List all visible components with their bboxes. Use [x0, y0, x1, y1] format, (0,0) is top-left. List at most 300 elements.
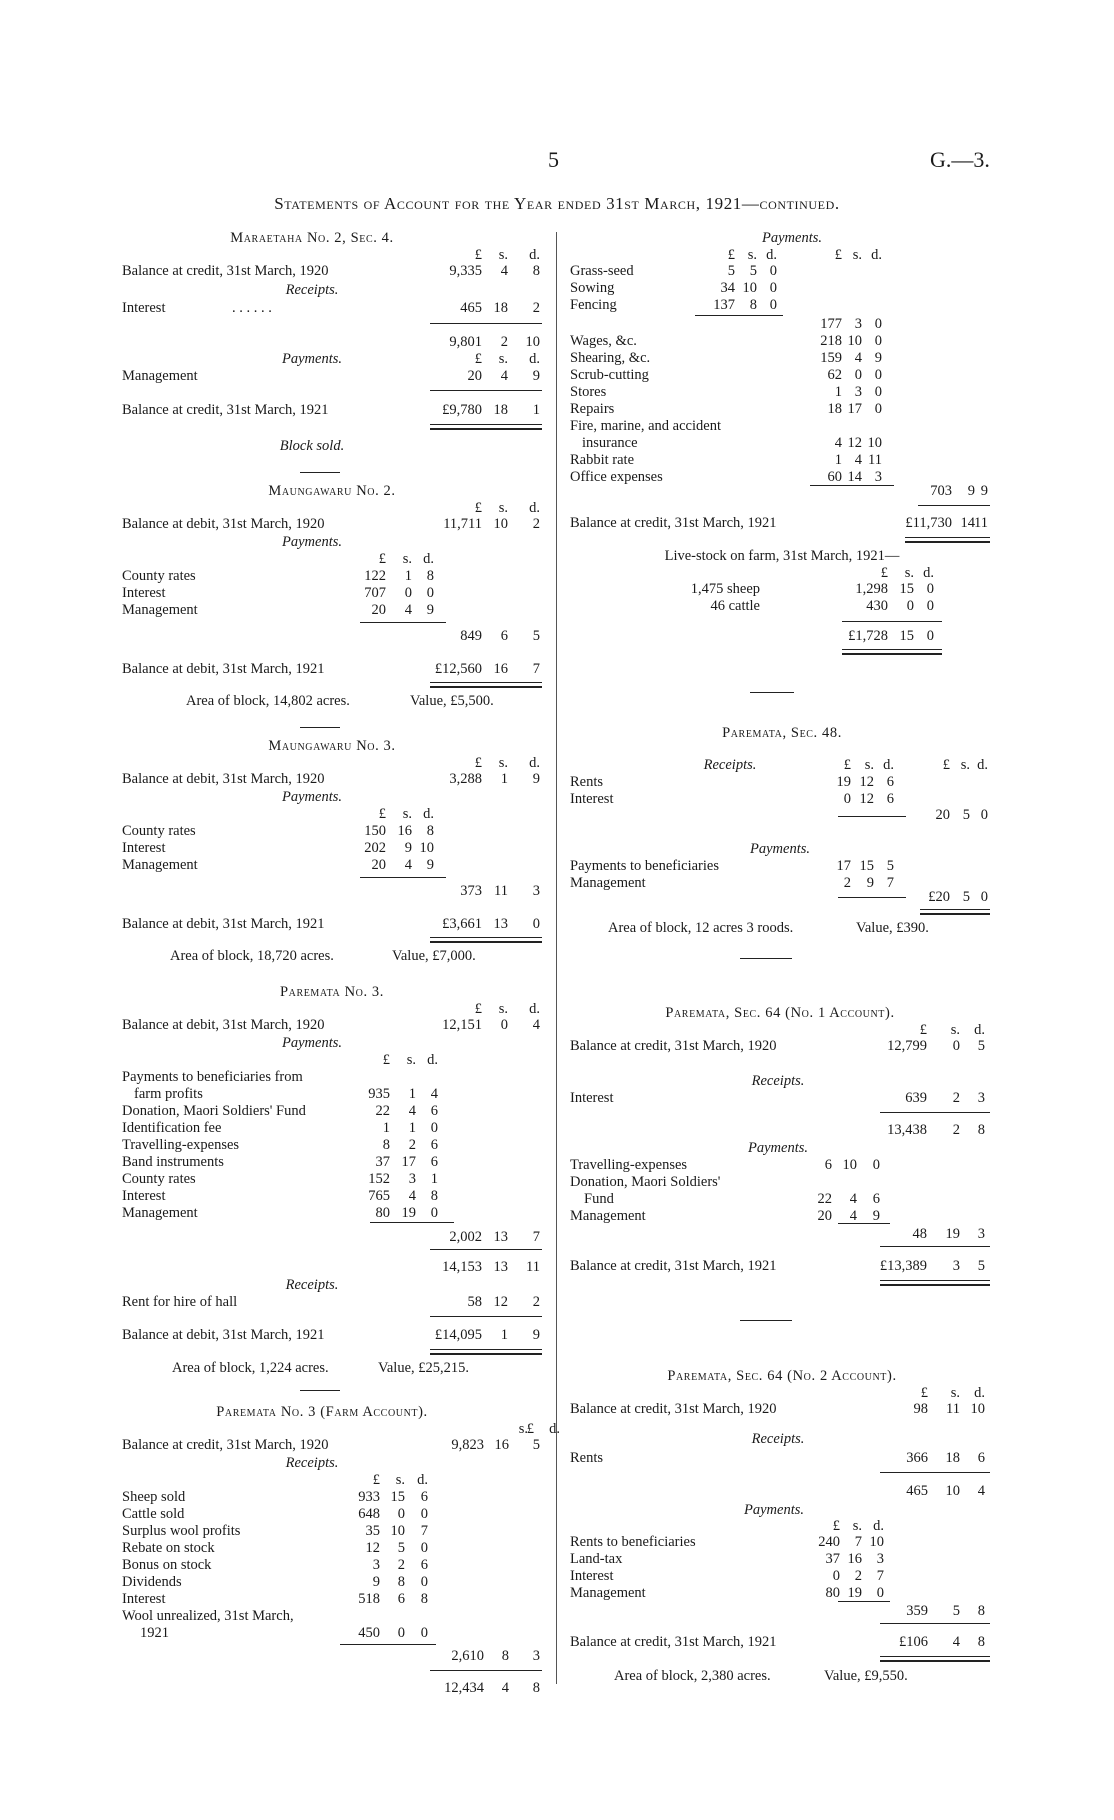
pence-header: d.	[417, 1472, 428, 1488]
row-amount-shillings: 2	[397, 1557, 405, 1573]
subtotal-pence: 4	[977, 1483, 985, 1499]
row-amount-shillings: 16	[847, 1551, 862, 1567]
subtotal-pounds: 465	[906, 1483, 928, 1499]
subtotal-shillings: 2	[952, 1122, 960, 1138]
subtotal-shillings: 4	[501, 1680, 509, 1696]
row-amount-pounds: 707	[364, 585, 386, 601]
double-rule	[430, 424, 542, 430]
receipts-heading: Receipts.	[285, 1277, 339, 1293]
rule	[340, 1644, 436, 1645]
rule	[300, 1390, 340, 1391]
pence-header: d.	[873, 1518, 884, 1534]
opening-balance-shillings: 0	[952, 1038, 960, 1054]
row-label: Travelling-expenses	[122, 1137, 240, 1153]
opening-balance-pounds: 11,711	[443, 516, 482, 532]
page-title: Statements of Account for the Year ended 31st March, 1921—continued.	[274, 194, 840, 213]
label: Interest	[570, 1090, 614, 1106]
pence-header: d.	[427, 1052, 438, 1068]
rule	[740, 1320, 792, 1321]
row-label: Interest	[570, 791, 614, 807]
row-amount-pounds: 6	[824, 1157, 832, 1173]
opening-balance-shillings: 11	[946, 1401, 960, 1417]
row-amount-shillings: 3	[408, 1171, 416, 1187]
row-amount-shillings: 0	[404, 585, 412, 601]
shilling-header: s.	[852, 247, 862, 263]
closing-balance-pounds: £12,560	[434, 661, 482, 677]
label: Interest	[122, 300, 166, 316]
row-amount-shillings: 8	[397, 1574, 405, 1590]
row-amount-pounds: 1	[834, 452, 842, 468]
row-amount-shillings: 9	[404, 840, 412, 856]
row-amount-pounds: 150	[364, 823, 386, 839]
row-label: farm profits	[134, 1086, 203, 1102]
row-amount-pounds: 240	[818, 1534, 840, 1550]
rule	[838, 1601, 890, 1602]
subtotal-shillings: 10	[945, 1483, 960, 1499]
rule	[880, 1112, 990, 1113]
row-amount-shillings: 12	[859, 774, 874, 790]
rule	[918, 505, 990, 506]
total-shillings: 9	[967, 483, 975, 499]
row-amount-pence: 8	[420, 1591, 428, 1607]
row-amount-shillings: 0	[854, 367, 862, 383]
livestock-amount-shillings: 0	[906, 598, 914, 614]
double-rule	[430, 937, 542, 943]
pound-header: £	[526, 1421, 534, 1437]
payments-heading: Payments.	[762, 230, 822, 246]
pence-header: d.	[974, 1385, 985, 1401]
row-amount-pounds: 37	[375, 1154, 390, 1170]
closing-balance-shillings: 1	[500, 1327, 508, 1343]
row-label: Shearing, &c.	[570, 350, 651, 366]
pound-header: £	[372, 1472, 380, 1488]
row-label: Management	[570, 1208, 646, 1224]
row-amount-shillings: 4	[854, 452, 862, 468]
value-note: Value, £9,550.	[824, 1668, 908, 1684]
closing-balance-pence: 7	[532, 661, 540, 677]
row-amount-pence: 9	[872, 1208, 880, 1224]
row-amount-pounds: 20	[371, 602, 386, 618]
subtotal-pounds: 13,438	[887, 1122, 927, 1138]
row-label: 1921	[140, 1625, 169, 1641]
payments-heading: Payments.	[744, 1502, 804, 1518]
label: Balance at debit, 31st March, 1920	[122, 1017, 325, 1033]
row-amount-pounds: 62	[827, 367, 842, 383]
shilling-header: s.	[747, 247, 757, 263]
row-amount-shillings: 9	[866, 875, 874, 891]
payments-heading: Payments.	[750, 841, 810, 857]
shilling-header: s.	[518, 1421, 528, 1437]
row-amount-pence: 0	[420, 1574, 428, 1590]
row-label: Dividends	[122, 1574, 182, 1590]
double-rule	[880, 1280, 990, 1286]
row-label: Fencing	[570, 297, 617, 313]
livestock-label: 1,475 sheep	[690, 581, 760, 597]
row-label: Surplus wool profits	[122, 1523, 241, 1539]
shilling-header: s.	[406, 1052, 416, 1068]
closing-balance-pounds: £11,730	[905, 515, 952, 531]
row-amount-pounds: 22	[817, 1191, 832, 1207]
row-amount-pounds: 1	[382, 1120, 390, 1136]
management-amount-pounds: 20	[467, 368, 482, 384]
row-amount-pounds: 22	[375, 1103, 390, 1119]
row-amount-shillings: 8	[749, 297, 757, 313]
label: Rent for hire of hall	[122, 1294, 238, 1310]
row-amount-pence: 10	[419, 840, 434, 856]
rule	[740, 958, 792, 959]
double-rule	[430, 1349, 542, 1355]
total-pounds: 2,610	[451, 1648, 484, 1664]
row-amount-shillings: 2	[854, 1568, 862, 1584]
opening-balance-pence: 4	[532, 1017, 540, 1033]
value-note: Value, £7,000.	[392, 948, 476, 964]
receipts-heading: Receipts.	[751, 1431, 805, 1447]
row-amount-shillings: 1	[404, 568, 412, 584]
row-label: Donation, Maori Soldiers'	[570, 1174, 721, 1190]
pound-header: £	[474, 755, 482, 771]
pence-header: d.	[883, 757, 894, 773]
total-shillings: 8	[501, 1648, 509, 1664]
closing-balance-shillings: 18	[493, 402, 508, 418]
row-label: Scrub-cutting	[570, 367, 649, 383]
rule	[430, 1316, 542, 1317]
subtotal-pence: 8	[977, 1122, 985, 1138]
rule	[838, 1223, 890, 1224]
closing-balance-pounds: £3,661	[442, 916, 482, 932]
subtotal-pounds: 14,153	[442, 1259, 482, 1275]
opening-balance-shillings: 10	[493, 516, 508, 532]
label: Balance at credit, 31st March, 1921	[122, 402, 329, 418]
rule	[300, 472, 340, 473]
rule	[842, 621, 942, 622]
receipts-heading: Receipts.	[703, 757, 757, 773]
label: Management	[122, 368, 198, 384]
pence-header: d.	[923, 565, 934, 581]
row-amount-shillings: 16	[397, 823, 412, 839]
row-label: Cattle sold	[122, 1506, 185, 1522]
total-pence: 3	[532, 1648, 540, 1664]
closing-total-shillings: 5	[962, 889, 970, 905]
shilling-header: s.	[950, 1022, 960, 1038]
row-label: County rates	[122, 1171, 196, 1187]
shilling-header: s.	[498, 247, 508, 263]
row-label: Interest	[122, 585, 166, 601]
row-label: County rates	[122, 568, 196, 584]
area-note: Area of block, 14,802 acres.	[186, 693, 350, 709]
row-label: Management	[570, 1585, 646, 1601]
rule	[430, 1249, 542, 1250]
row-amount-pence: 0	[769, 297, 777, 313]
management-amount-shillings: 4	[500, 368, 508, 384]
pound-header: £	[378, 551, 386, 567]
label: Balance at credit, 31st March, 1921	[570, 1634, 777, 1650]
row-amount-pounds: 765	[368, 1188, 390, 1204]
row-amount-shillings: 4	[849, 1191, 857, 1207]
rent-amount-shillings: 12	[493, 1294, 508, 1310]
rule	[370, 1222, 454, 1223]
closing-balance-pence: 5	[977, 1258, 985, 1274]
opening-balance-shillings: 0	[500, 1017, 508, 1033]
closing-total-pounds: £20	[928, 889, 950, 905]
rents-amount-pounds: 366	[906, 1450, 928, 1466]
row-amount-pounds: 60	[827, 469, 842, 485]
livestock-amount-pounds: 430	[866, 598, 888, 614]
opening-balance-pounds: 9,823	[451, 1437, 484, 1453]
label: Rents	[570, 1450, 604, 1466]
row-amount-shillings: 12	[859, 791, 874, 807]
row-label: Grass-seed	[570, 263, 634, 279]
area-note: Area of block, 18,720 acres.	[170, 948, 334, 964]
row-amount-pence: 8	[426, 823, 434, 839]
pence-header: d.	[974, 1022, 985, 1038]
column-divider	[556, 232, 557, 1684]
total-pounds: 20	[935, 807, 950, 823]
pence-header: d.	[871, 247, 882, 263]
pence-header: d.	[423, 806, 434, 822]
row-amount-pence: 10	[869, 1534, 884, 1550]
total-shillings: 19	[945, 1226, 960, 1242]
pound-header: £	[474, 247, 482, 263]
row-amount-pence: 0	[874, 384, 882, 400]
livestock-amount-shillings: 15	[899, 581, 914, 597]
row-amount-shillings: 0	[397, 1625, 405, 1641]
pence-header: d.	[977, 757, 988, 773]
row-amount-pence: 6	[886, 774, 894, 790]
label: Balance at credit, 31st March, 1920	[570, 1038, 777, 1054]
pound-header: £	[727, 247, 735, 263]
pence-header: d.	[766, 247, 777, 263]
opening-balance-shillings: 16	[494, 1437, 509, 1453]
shilling-header: s.	[852, 1518, 862, 1534]
livestock-label: 46 cattle	[710, 598, 760, 614]
rule	[430, 1670, 542, 1671]
pound-header: £	[378, 806, 386, 822]
livestock-heading: Live-stock on farm, 31st March, 1921—	[664, 548, 900, 564]
row-amount-shillings: 4	[408, 1188, 416, 1204]
double-rule	[842, 649, 942, 655]
pound-header: £	[832, 1518, 840, 1534]
row-label: Interest	[122, 1188, 166, 1204]
section-title-paremata-3: Paremata No. 3.	[279, 984, 385, 1000]
row-amount-pounds: 933	[358, 1489, 380, 1505]
receipts-heading: Receipts.	[285, 1455, 339, 1471]
opening-balance-pence: 5	[532, 1437, 540, 1453]
rule	[300, 727, 340, 728]
pence-header: d.	[529, 500, 540, 516]
total-pence: 3	[977, 1226, 985, 1242]
row-amount-pence: 1	[430, 1171, 438, 1187]
double-rule	[905, 537, 990, 543]
row-amount-shillings: 0	[397, 1506, 405, 1522]
row-amount-pounds: 20	[817, 1208, 832, 1224]
shilling-header: s.	[402, 551, 412, 567]
row-amount-pence: 0	[769, 263, 777, 279]
row-label: Fire, marine, and accident	[570, 418, 721, 434]
closing-balance-pounds: £106	[899, 1634, 928, 1650]
row-amount-pounds: 450	[358, 1625, 380, 1641]
subtotal-pence: 11	[526, 1259, 540, 1275]
opening-balance-pounds: 3,288	[449, 771, 482, 787]
row-amount-pounds: 935	[368, 1086, 390, 1102]
value-note: Value, £25,215.	[378, 1360, 470, 1376]
pence-header: d.	[423, 551, 434, 567]
row-label: insurance	[582, 435, 638, 451]
double-rule	[920, 909, 990, 915]
total-pence: 9	[980, 483, 988, 499]
area-note: Area of block, 1,224 acres.	[172, 1360, 329, 1376]
total-shillings: 5	[962, 807, 970, 823]
receipts-heading: Receipts.	[285, 282, 339, 298]
row-amount-pounds: 159	[820, 350, 842, 366]
row-label: Band instruments	[122, 1154, 224, 1170]
row-amount-pounds: 0	[832, 1568, 840, 1584]
subtotal-shillings: 13	[493, 1259, 508, 1275]
pound-header: £	[843, 757, 851, 773]
pound-header: £	[474, 351, 482, 367]
row-amount-pence: 5	[886, 858, 894, 874]
row-amount-shillings: 17	[847, 401, 862, 417]
pound-header: £	[382, 1052, 390, 1068]
label: Balance at credit, 31st March, 1920	[122, 263, 329, 279]
rents-amount-shillings: 18	[945, 1450, 960, 1466]
row-amount-pence: 0	[420, 1540, 428, 1556]
pence-header: d.	[529, 755, 540, 771]
area-note: Area of block, 12 acres 3 roods.	[608, 920, 794, 936]
row-amount-pence: 10	[867, 435, 882, 451]
row-amount-pounds: 2	[843, 875, 851, 891]
leader: . . . . . .	[232, 300, 272, 316]
opening-balance-pounds: 9,335	[449, 263, 482, 279]
row-amount-pence: 9	[426, 857, 434, 873]
opening-balance-pence: 9	[532, 771, 540, 787]
subtotal-pence: 0	[874, 316, 882, 332]
total-pounds: 48	[912, 1226, 927, 1242]
row-amount-pence: 6	[420, 1557, 428, 1573]
subtotal-pounds: 177	[820, 316, 842, 332]
pence-header: d.	[529, 247, 540, 263]
total-pounds: 373	[460, 883, 482, 899]
row-amount-pounds: 122	[364, 568, 386, 584]
block-note: Block sold.	[279, 438, 345, 454]
livestock-total-shillings: 15	[899, 628, 914, 644]
row-amount-shillings: 4	[849, 1208, 857, 1224]
rent-amount-pence: 2	[532, 1294, 540, 1310]
opening-balance-pounds: 98	[913, 1401, 928, 1417]
total-shillings: 11	[494, 883, 508, 899]
shilling-header: s.	[498, 351, 508, 367]
row-amount-pounds: 5	[727, 263, 735, 279]
row-amount-shillings: 10	[842, 1157, 857, 1173]
row-amount-pence: 7	[420, 1523, 428, 1539]
row-amount-pence: 8	[426, 568, 434, 584]
row-amount-pounds: 17	[836, 858, 851, 874]
row-amount-shillings: 7	[854, 1534, 862, 1550]
total-pounds: 703	[930, 483, 952, 499]
total-pence: 3	[532, 883, 540, 899]
section-title-paremata-64-1: Paremata, Sec. 64 (No. 1 Account).	[665, 1005, 895, 1021]
section-title-paremata-3-farm: Paremata No. 3 (Farm Account).	[216, 1404, 428, 1420]
pound-header: £	[920, 1385, 928, 1401]
row-label: Identification fee	[122, 1120, 222, 1136]
livestock-total-pence: 0	[926, 628, 934, 644]
row-label: Wool unrealized, 31st March,	[122, 1608, 294, 1624]
reference-code: G.—3.	[930, 147, 990, 172]
pence-header: d.	[529, 351, 540, 367]
row-label: Management	[122, 1205, 198, 1221]
row-amount-pence: 6	[430, 1154, 438, 1170]
subtotal-pounds: 9,801	[449, 334, 482, 350]
row-amount-pence: 11	[868, 452, 882, 468]
rents-amount-pence: 6	[977, 1450, 985, 1466]
closing-balance-pence: 9	[532, 1327, 540, 1343]
rule	[360, 622, 446, 623]
total-pence: 8	[977, 1603, 985, 1619]
livestock-amount-pounds: 1,298	[855, 581, 888, 597]
row-label: Sowing	[570, 280, 615, 296]
row-amount-pounds: 0	[843, 791, 851, 807]
interest-amount-pounds: 465	[460, 300, 482, 316]
row-amount-pounds: 4	[834, 435, 842, 451]
row-amount-shillings: 14	[847, 469, 862, 485]
interest-amount-pence: 2	[532, 300, 540, 316]
rule	[750, 692, 794, 693]
subtotal-shillings: 2	[500, 334, 508, 350]
payments-heading: Payments.	[282, 1035, 342, 1051]
opening-balance-pence: 5	[977, 1038, 985, 1054]
row-amount-shillings: 6	[397, 1591, 405, 1607]
row-amount-pence: 4	[430, 1086, 438, 1102]
receipts-heading: Receipts.	[751, 1073, 805, 1089]
row-amount-pounds: 218	[820, 333, 842, 349]
row-amount-pence: 0	[874, 367, 882, 383]
row-label: Travelling-expenses	[570, 1157, 688, 1173]
shilling-header: s.	[395, 1472, 405, 1488]
closing-balance-shillings: 4	[952, 1634, 960, 1650]
row-label: Management	[122, 857, 198, 873]
row-amount-shillings: 4	[854, 350, 862, 366]
closing-balance-pounds: £9,780	[442, 402, 482, 418]
row-amount-pounds: 37	[825, 1551, 840, 1567]
management-amount-pence: 9	[532, 368, 540, 384]
row-label: Fund	[584, 1191, 614, 1207]
row-label: Management	[122, 602, 198, 618]
livestock-total-pounds: £1,728	[848, 628, 888, 644]
rule	[880, 1246, 990, 1247]
value-note: Value, £5,500.	[410, 693, 494, 709]
row-amount-pence: 6	[872, 1191, 880, 1207]
rule	[880, 1472, 990, 1473]
label: Balance at credit, 31st March, 1921	[570, 1258, 777, 1274]
row-amount-pence: 3	[876, 1551, 884, 1567]
row-amount-pounds: 152	[368, 1171, 390, 1187]
row-amount-pence: 0	[420, 1506, 428, 1522]
row-amount-pounds: 8	[382, 1137, 390, 1153]
interest-amount-pence: 3	[977, 1090, 985, 1106]
row-amount-pence: 0	[430, 1205, 438, 1221]
row-amount-shillings: 15	[859, 858, 874, 874]
total-pounds: 849	[460, 628, 482, 644]
row-amount-pence: 0	[420, 1625, 428, 1641]
subtotal-pence: 8	[532, 1680, 540, 1696]
opening-balance-pence: 10	[970, 1401, 985, 1417]
row-amount-pounds: 3	[372, 1557, 380, 1573]
row-amount-pence: 6	[420, 1489, 428, 1505]
row-amount-shillings: 4	[404, 857, 412, 873]
opening-balance-shillings: 1	[500, 771, 508, 787]
rent-amount-pounds: 58	[467, 1294, 482, 1310]
row-label: Interest	[570, 1568, 614, 1584]
row-amount-pounds: 202	[364, 840, 386, 856]
